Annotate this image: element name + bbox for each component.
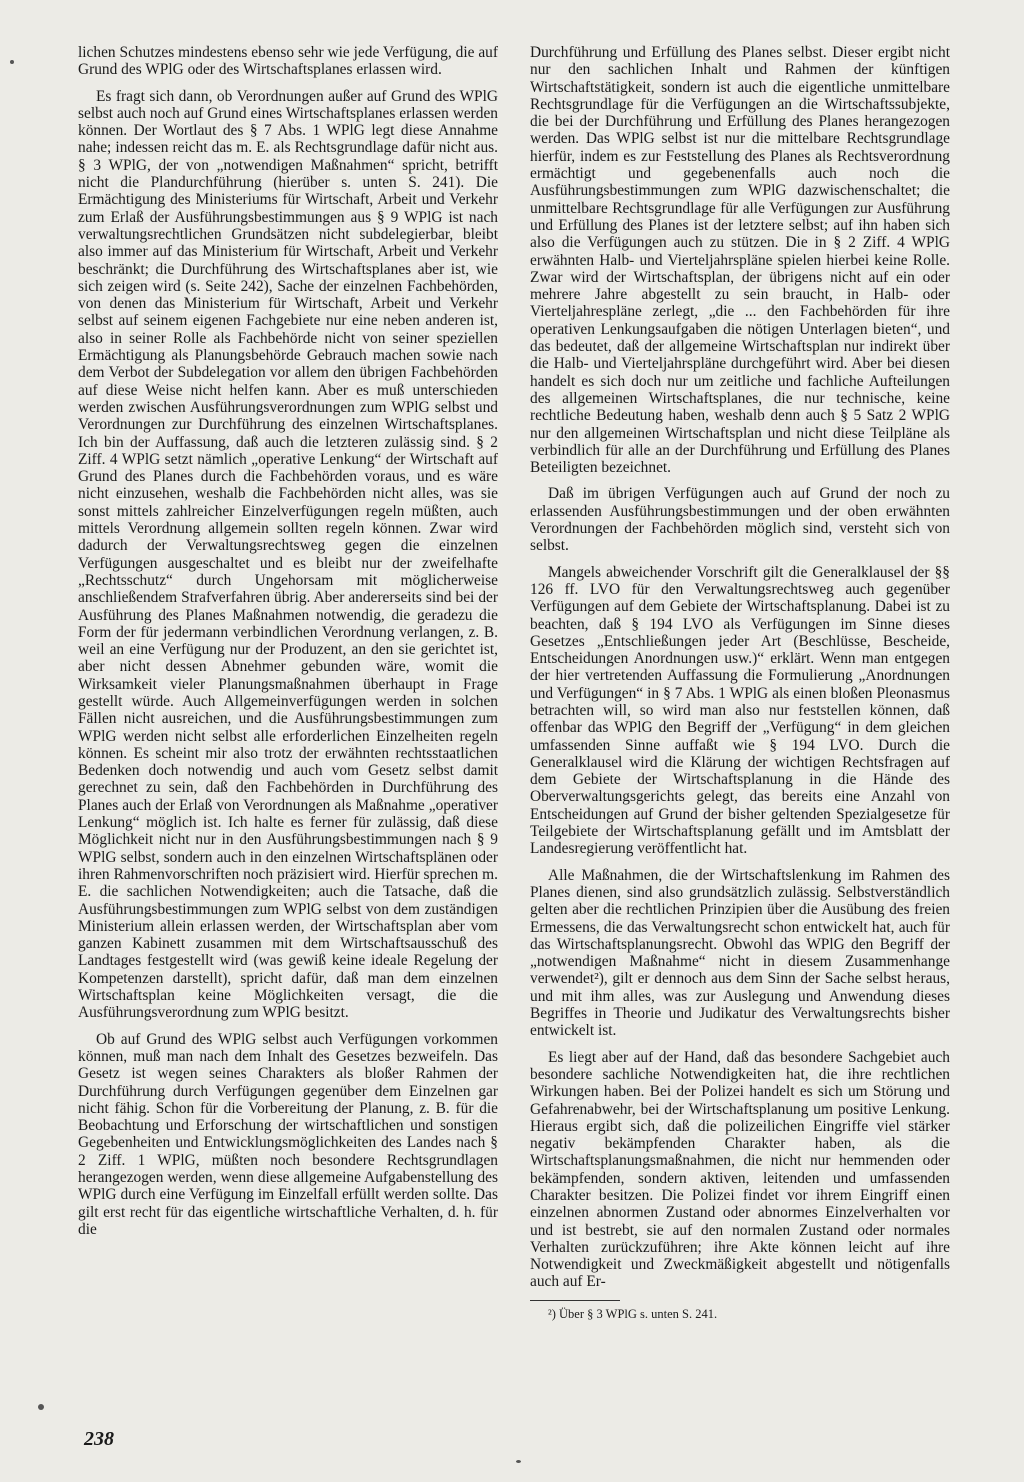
right-text-column [530,44,950,1331]
paragraph: Durchführung und Erfüllung des Planes selbst. Dieser ergibt nicht nur den sachlichen Inhalt und Rahmen der künftigen Wirtschaftstätigkeit, sondern ist auch die eigentliche unmittelbare Rechtsgrundlage für die Verfügungen an die Wirtschaftssubjekte, die bei der Durchführung und Erfüllung des Planes herangezogen werden. Das WPlG selbst ist nur die mittelbare Rechtsgrundlage hierfür, indem es zur Feststellung des Planes als Rechtsverordnung ermächtigt und gegebenenfalls auch noch die Ausführungsbestimmungen zum WPlG dazwischenschaltet; die unmittelbare Rechtsgrundlage für alle Verfügungen zur Ausführung und Erfüllung des Planes ist der letztere selbst; auf ihn haben sich also die Verfügungen auch zu stützen. Die in § 2 Ziff. 4 WPlG erwähnten Halb- und Vierteljahrspläne spielen hierbei keine Rolle. Zwar wird der Wirtschaftsplan, der übrigens nicht auf ein oder mehrere Jahre abgestellt zu sein braucht, in Halb- oder Vierteljahrespläne zerlegt, „die ... den Fachbehörden für ihre operativen Lenkungsaufgaben die nötigen Unterlagen bieten“, und das bedeutet, daß der allgemeine Wirtschaftsplan nur indirekt über die Halb- und Vierteljahrspläne durchgeführt wird. Aber bei diesen handelt es sich doch nur um zeitliche und fachliche Aufteilungen des allgemeinen Wirtschaftsplanes, die nur technische, keine rechtliche Bedeutung haben, weshalb denn auch § 5 Satz 2 WPlG nur den allgemeinen Wirtschaftsplan und nicht diese Teilpläne als verbindlich für alle an der Durchführung und Erfüllung des Planes Beteiligten bezeichnet. [530,44,950,477]
left-text-column [78,44,498,1247]
paragraph: Es liegt aber auf der Hand, daß das besondere Sachgebiet auch besondere sachliche Notwendigkeiten hat, die ihre rechtlichen Wirkungen haben. Bei der Polizei handelt es sich um Störung und Gefahrenabwehr, bei der Wirtschaftsplanung um positive Lenkung. Hieraus ergibt sich, daß die polizeilichen Eingriffe viel stärker negativ bekämpfenden Charakter haben, als die Wirtschaftsplanungsmaßnahmen, die nicht nur hemmenden oder bekämpfenden, sondern aktiven, leitenden und umfassenden Charakter besitzen. Die Polizei findet vor ihrem Eingriff einen einzelnen abnormen Zustand oder abnormes Einzelverhalten vor und ist bestrebt, sie auf den normalen Zustand oder normales Verhalten zurückzuführen; ihre Akte können leicht auf ihre Notwendigkeit und Zweckmäßigkeit abgestellt und nötigenfalls auch auf Er- [530,1048,950,1291]
page-number: 238 [84,1428,114,1450]
paragraph: Es fragt sich dann, ob Verordnungen außer auf Grund des WPlG selbst auch noch auf Grund eines Wirtschaftsplanes erlassen werden können. Der Wortlaut des § 7 Abs. 1 WPlG legt diese Annahme nahe; indessen reicht das m. E. als Rechtsgrundlage dafür nicht aus. § 3 WPlG, der von „notwendigen Maßnahmen“ spricht, betrifft nicht die Plandurchführung (hierüber s. unten S. 241). Die Ermächtigung des Ministeriums für Wirtschaft, Arbeit und Verkehr zum Erlaß der Ausführungsbestimmungen aus § 9 WPlG ist nach verwaltungsrechtlichen Grundsätzen nicht subdelegierbar, bleibt also immer auf das Ministerium für Wirtschaft, Arbeit und Verkehr beschränkt; die Durchführung des Wirtschaftsplanes aber ist, wie sich zeigen wird (s. Seite 242), Sache der einzelnen Fachbehörden, von denen das Ministerium für Wirtschaft, Arbeit und Verkehr selbst auf seinem eigenen Fachgebiete nur eine neben anderen ist, also in seiner Rolle als Fachbehörde nicht von seiner speziellen Ermächtigung als Planungsbehörde Gebrauch machen sowie nach dem Verbot der Subdelegation vor allem den übrigen Fachbehörden auf diese Weise nicht helfen kann. Aber es muß unterschieden werden zwischen Ausführungsverordnungen zum WPlG selbst und Verordnungen zur Durchführung des einzelnen Wirtschaftsplanes. Ich bin der Auffassung, daß auch die letzteren zulässig sind. § 2 Ziff. 4 WPlG setzt nämlich „operative Lenkung“ der Wirtschaft auf Grund des Planes durch die Fachbehörden voraus, und es wäre nicht einzusehen, weshalb die Fachbehörden nicht alles, was sie sonst mittels zahlreicher Einzelverfügungen regeln müßten, auch mittels Verordnung allgemein sollten regeln können. Zwar wird dadurch der Verwaltungsrechtsweg gegen die einzelnen Verfügungen ausgeschaltet und es bleibt nur der zweifelhafte „Rechtsschutz“ durch Ungehorsam mit möglicherweise anschließendem Strafverfahren übrig. Aber andererseits sind bei der Ausführung des Planes Maßnahmen notwendig, die geradezu die Form der für jedermann verbindlichen Verordnung verlangen, z. B. weil an eine Verfügung nur der Produzent, an den sie gerichtet ist, aber nicht dessen Abnehmer gebunden wäre, womit die Wirksamkeit vieler Planungsmaßnahmen überhaupt in Frage gestellt würde. Auch Allgemeinverfügungen werden in solchen Fällen nicht ausreichen, und die Ausführungsbestimmungen zum WPlG werden nicht selbst alle erforderlichen Einzelheiten regeln können. Es scheint mir also trotz der erwähnten rechtsstaatlichen Bedenken doch notwendig und auch vom Gesetz selbst damit gerechnet zu sein, daß den Fachbehörden in Durchführung des Planes auch der Erlaß von Verordnungen als Maßnahme „operativer Lenkung“ möglich ist. Ich halte es ferner für zulässig, daß diese Möglichkeit nicht nur in den Ausführungsbestimmungen nach § 9 WPlG selbst, sondern auch in den einzelnen Wirtschaftsplänen oder ihren Rahmenvorschriften noch präzisiert wird. Hierfür sprechen m. E. die sachlichen Notwendigkeiten; auch die Tatsache, daß die Ausführungsbestimmungen zum WPlG selbst von dem zuständigen Ministerium allein erlassen werden, der Wirtschaftsplan aber vom ganzen Kabinett zusammen mit dem Wirtschaftsausschuß des Landtages festgestellt wird (was gewiß keine ideale Regelung der Kompetenzen darstellt), spricht dafür, daß man dem einzelnen Wirtschaftsplan keine Möglichkeiten versagt, die die Ausführungsverordnung zum WPlG besitzt. [78,87,498,1022]
scan-speck [10,60,14,64]
paragraph: lichen Schutzes mindestens ebenso sehr wie jede Verfügung, die auf Grund des WPlG oder des Wirtschaftsplanes erlassen wird. [78,44,498,79]
paragraph: Alle Maßnahmen, die der Wirtschaftslenkung im Rahmen des Planes dienen, sind also grundsätzlich zulässig. Selbstverständlich gelten aber die rechtlichen Prinzipien über die Ausübung des freien Ermessens, die das Verwaltungsrecht schon entwickelt hat, auch für das Wirtschaftsplanungsrecht. Obwohl das WPlG den Begriff der „notwendigen Maßnahme“ nicht in diesem Zusammenhange verwendet²), gilt er dennoch aus dem Sinn der Sache selbst heraus, und mit ihm alles, was zur Auslegung und Anwendung dieses Begriffes in Theorie und Judikatur des Verwaltungsrechts bisher entwickelt ist. [530,866,950,1040]
paragraph: Ob auf Grund des WPlG selbst auch Verfügungen vorkommen können, muß man nach dem Inhalt des Gesetzes bezweifeln. Das Gesetz ist wegen seines Charakters als bloßer Rahmen der Durchführung durch Verfügungen gegenüber dem Einzelnen gar nicht fähig. Schon für die Vorbereitung der Planung, z. B. für die Beobachtung und Erforschung der wirtschaftlichen und sonstigen Gegebenheiten und Entwicklungsmöglichkeiten des Landes nach § 2 Ziff. 1 WPlG, müßten noch besondere Rechtsgrundlagen herangezogen werden, wenn diese allgemeine Aufgabenstellung des WPlG durch eine Verfügung im Einzelfall erfüllt werden sollte. Das gilt erst recht für das eigentliche wirtschaftliche Verhalten, d. h. für die [78,1030,498,1238]
scan-speck [516,1460,521,1463]
footnote-divider [530,1300,620,1301]
footnote: ²) Über § 3 WPlG s. unten S. 241. [548,1306,718,1321]
scan-speck [38,1404,44,1410]
paragraph: Mangels abweichender Vorschrift gilt die Generalklausel der §§ 126 ff. LVO für den Verwaltungsrechtsweg auch gegenüber Verfügungen auf dem Gebiete der Wirtschaftsplanung. Dabei ist zu beachten, daß § 194 LVO als Verfügungen im Sinne dieses Gesetzes „Entschließungen jeder Art (Beschlüsse, Bescheide, Entscheidungen Anordnungen usw.)“ erklärt. Wenn man entgegen der hier vertretenden Auffassung die Formulierung „Anordnungen und Verfügungen“ in § 7 Abs. 1 WPlG als einen bloßen Pleonasmus betrachten will, so wird man also nur feststellen können, daß offenbar das WPlG den Begriff der „Verfügung“ in dem gleichen umfassenden Sinne auffaßt wie § 194 LVO. Durch die Generalklausel wird die Klärung der wichtigen Rechtsfragen auf dem Gebiete der Wirtschaftsplanung in die Hände des Oberverwaltungsgerichts gelegt, das bereits eine Anzahl von Entscheidungen auf Grund der bisher geltenden Spezialgesetze für Teilgebiete der Wirtschaftsplanung gefällt und im Amtsblatt der Landesregierung veröffentlicht hat. [530,563,950,858]
paragraph: Daß im übrigen Verfügungen auch auf Grund der noch zu erlassenden Ausführungsbestimmungen und der oben erwähnten Verordnungen der Fachbehörden möglich sind, versteht sich von selbst. [530,485,950,555]
